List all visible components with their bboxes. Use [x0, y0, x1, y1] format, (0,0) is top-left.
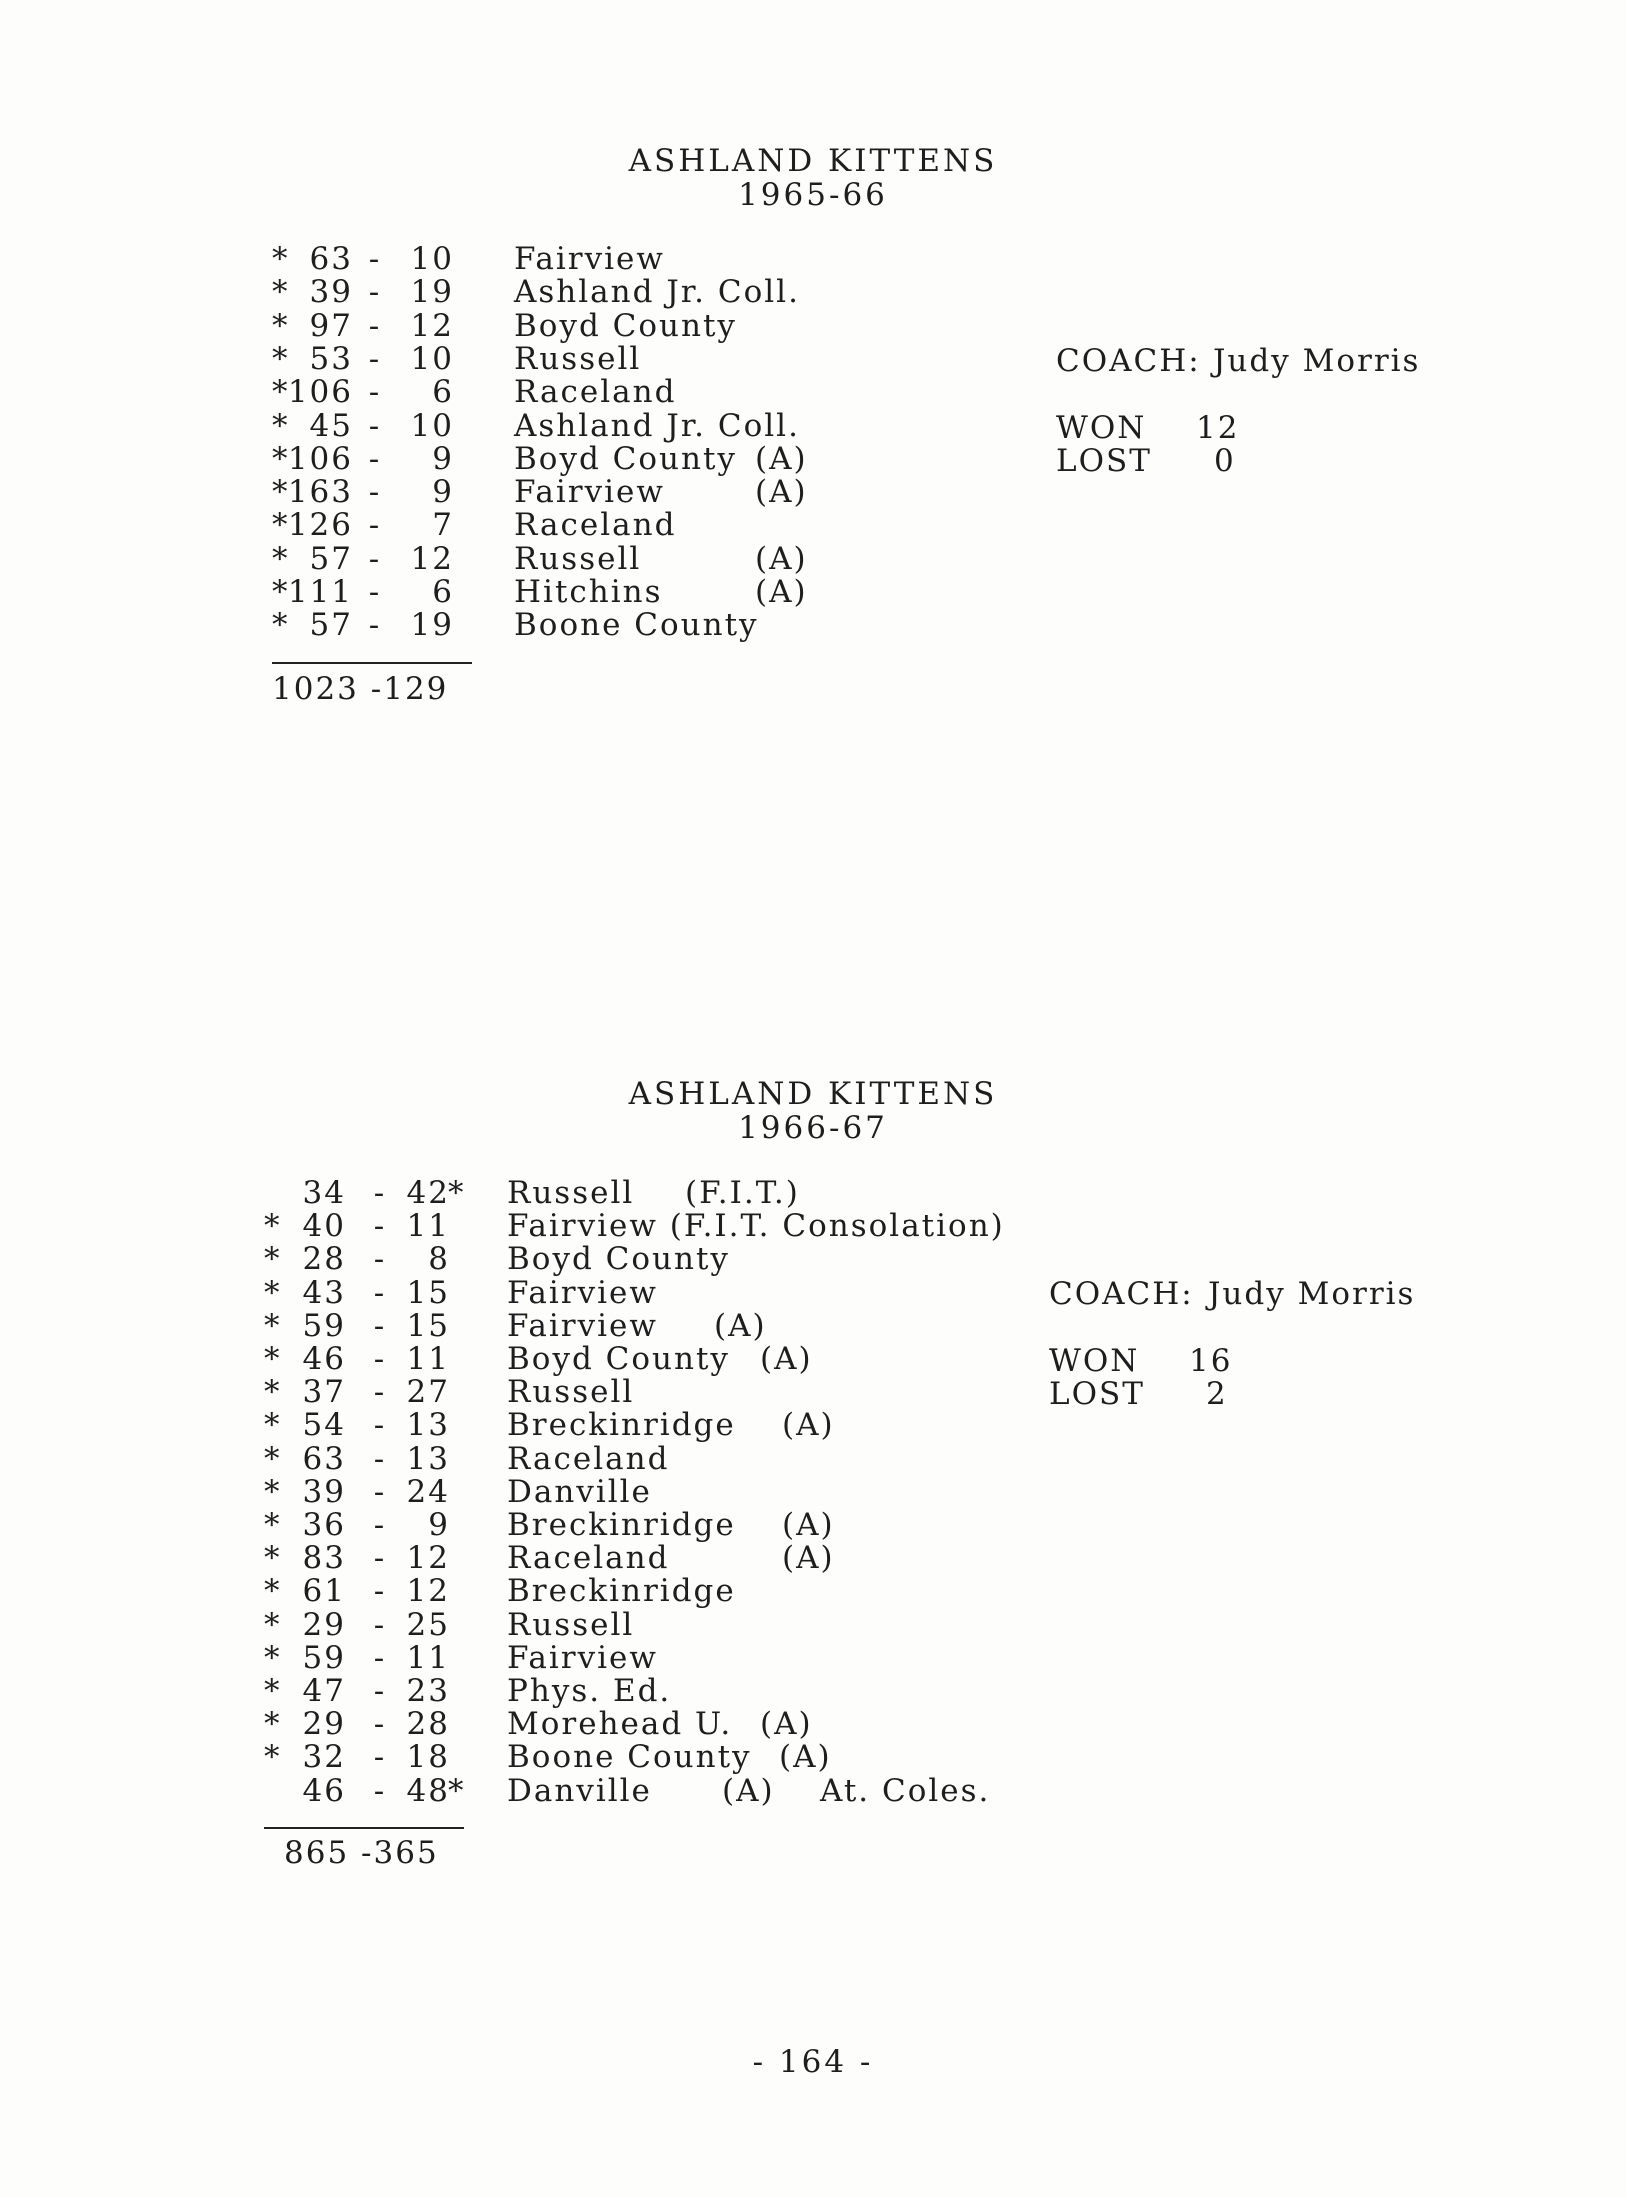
opponent-score: 27 — [406, 1374, 450, 1411]
game-row — [0, 476, 1626, 509]
score-dash: - — [368, 241, 382, 277]
coach-name: Judy Morris — [1208, 1276, 1416, 1312]
score-dash: - — [368, 607, 382, 644]
opponent-score: 23 — [406, 1673, 450, 1709]
game-row — [0, 1509, 1626, 1542]
opponent-name: Raceland — [507, 1440, 670, 1477]
won-label: WON — [1049, 1343, 1140, 1379]
win-marker: * — [264, 1307, 282, 1344]
ashland-score: 47 — [302, 1673, 346, 1709]
game-row — [0, 1440, 1626, 1477]
game-row — [0, 576, 1626, 609]
game-note: (A) — [779, 1739, 832, 1776]
opponent-score: 6 — [432, 574, 454, 610]
game-note: (F.I.T.) — [685, 1175, 800, 1211]
game-row — [0, 1374, 1626, 1412]
score-dash: - — [373, 1341, 387, 1377]
win-marker: * — [272, 607, 290, 644]
opponent-name: Phys. Ed. — [507, 1673, 672, 1709]
ashland-score: 83 — [302, 1540, 346, 1577]
ashland-score: 59 — [302, 1307, 346, 1344]
score-dash: - — [368, 374, 382, 411]
score-dash: - — [373, 1507, 387, 1543]
total-rule — [264, 1827, 464, 1829]
opponent-score: 12 — [406, 1540, 450, 1577]
coach-label: COACH: — [1056, 343, 1201, 379]
game-row — [0, 1675, 1626, 1708]
opponent-name: Fairview — [514, 241, 665, 277]
ashland-score: 61 — [302, 1573, 346, 1610]
ashland-score: 63 — [302, 1440, 346, 1477]
game-row — [0, 1708, 1626, 1741]
win-marker: * — [264, 1739, 282, 1776]
season-total: 1023 -129 — [272, 671, 449, 707]
win-marker: * — [272, 274, 290, 311]
win-marker: * — [272, 241, 290, 277]
opponent-name: Raceland — [507, 1540, 670, 1577]
opponent-name: Danville — [507, 1473, 652, 1510]
game-row — [0, 376, 1626, 409]
score-dash: - — [368, 307, 382, 344]
team-title: ASHLAND KITTENS — [628, 1076, 998, 1112]
opponent-score: 18 — [406, 1739, 450, 1776]
game-row — [0, 1575, 1626, 1608]
game-note: (A) — [760, 1341, 813, 1377]
win-marker: * — [264, 1540, 282, 1577]
game-row — [0, 1409, 1626, 1442]
win-marker: * — [264, 1639, 282, 1676]
win-marker: * — [272, 507, 290, 544]
score-dash: - — [368, 540, 382, 577]
opponent-score: 9 — [432, 474, 454, 511]
opponent-score: 25 — [406, 1606, 450, 1643]
win-marker: * — [264, 1341, 282, 1377]
opponent-score: 42 — [406, 1175, 450, 1211]
score-dash: - — [373, 1241, 387, 1278]
win-marker: * — [272, 307, 290, 344]
game-row — [0, 1177, 1626, 1210]
ashland-score: 106 — [287, 374, 353, 411]
ashland-score: 111 — [287, 574, 353, 610]
opponent-name: Boyd County — [507, 1241, 730, 1278]
game-row — [0, 243, 1626, 276]
ashland-score: 37 — [302, 1374, 346, 1411]
game-note: (A) — [782, 1507, 835, 1543]
win-marker: * — [272, 374, 290, 411]
ashland-score: 59 — [302, 1639, 346, 1676]
opponent-name: Ashland Jr. Coll. — [514, 407, 800, 444]
opponent-score: 15 — [406, 1274, 450, 1311]
score-dash: - — [368, 407, 382, 444]
opponent-score: 11 — [406, 1341, 450, 1377]
game-row — [0, 1639, 1626, 1676]
opponent-name: Ashland Jr. Coll. — [514, 274, 800, 311]
season-year: 1965-66 — [738, 177, 888, 213]
coach-name: Judy Morris — [1213, 343, 1421, 379]
score-dash: - — [373, 1639, 387, 1676]
win-marker: * — [272, 474, 290, 511]
opponent-score: 10 — [410, 407, 454, 444]
opponent-name: Fairview — [507, 1639, 658, 1676]
opponent-score: 9 — [432, 440, 454, 477]
score-dash: - — [373, 1739, 387, 1776]
season-year: 1966-67 — [738, 1110, 888, 1146]
total-rule — [272, 662, 472, 664]
win-marker: * — [264, 1440, 282, 1477]
win-marker: * — [264, 1606, 282, 1643]
score-dash: - — [373, 1706, 387, 1743]
opponent-score: 13 — [406, 1440, 450, 1477]
opponent-score: 12 — [410, 540, 454, 577]
opponent-name: Breckinridge — [507, 1407, 736, 1444]
ashland-score: 53 — [309, 340, 353, 377]
game-row — [0, 1606, 1626, 1643]
ashland-score: 32 — [302, 1739, 346, 1776]
opponent-name: Fairview — [514, 474, 665, 511]
game-row — [0, 1542, 1626, 1575]
game-row — [0, 540, 1626, 577]
score-dash: - — [373, 1673, 387, 1709]
game-note: (A) — [782, 1540, 835, 1577]
game-row — [0, 1210, 1626, 1243]
win-marker: * — [272, 407, 290, 444]
game-row — [0, 307, 1626, 344]
opponent-score: 19 — [410, 274, 454, 311]
game-note: (A) — [714, 1307, 767, 1344]
game-row — [0, 509, 1626, 542]
score-dash: - — [368, 574, 382, 610]
ashland-score: 45 — [309, 407, 353, 444]
spacer — [658, 1208, 670, 1244]
opponent-score: 8 — [428, 1241, 450, 1278]
score-dash: - — [368, 274, 382, 311]
score-dash: - — [373, 1606, 387, 1643]
lost-count: 0 — [1214, 443, 1236, 479]
win-marker: * — [272, 340, 290, 377]
won-label: WON — [1056, 410, 1147, 446]
won-count: 16 — [1189, 1343, 1233, 1379]
ashland-score: 43 — [302, 1274, 346, 1311]
win-marker: * — [264, 1507, 282, 1543]
lost-count: 2 — [1206, 1376, 1228, 1412]
win-marker: * — [264, 1208, 282, 1245]
opponent-name — [507, 1210, 1005, 1243]
opponent-name: Russell — [514, 540, 642, 577]
score-dash: - — [373, 1440, 387, 1477]
opponent-name: Danville — [507, 1772, 652, 1809]
score-dash: - — [373, 1772, 387, 1809]
game-row — [0, 1473, 1626, 1510]
opponent-name: Morehead U. — [507, 1706, 733, 1743]
win-marker: * — [264, 1673, 282, 1709]
team-title: ASHLAND KITTENS — [628, 143, 998, 179]
score-dash: - — [368, 340, 382, 377]
opponent-name: Raceland — [514, 507, 677, 544]
game-note: (F.I.T. Consolation) — [669, 1208, 1005, 1245]
opponent-name: Fairview — [507, 1307, 658, 1344]
game-note: (A) — [755, 574, 808, 610]
opponent-name-inline: Fairview — [507, 1208, 658, 1245]
score-dash: - — [373, 1540, 387, 1577]
opponent-score: 12 — [410, 307, 454, 344]
game-row — [0, 1772, 1626, 1809]
score-dash: - — [373, 1374, 387, 1411]
win-marker: * — [264, 1241, 282, 1278]
coach-label: COACH: — [1049, 1276, 1194, 1312]
win-marker: * — [272, 574, 290, 610]
win-marker: * — [264, 1706, 282, 1743]
game-row — [0, 1341, 1626, 1379]
game-row — [0, 1243, 1626, 1276]
opponent-name: Boyd County — [507, 1341, 730, 1377]
opponent-name: Breckinridge — [507, 1573, 736, 1610]
ashland-score: 106 — [287, 440, 353, 477]
opponent-name: Russell — [507, 1175, 635, 1211]
game-row — [0, 1307, 1626, 1344]
game-note: (A) — [722, 1772, 775, 1809]
game-row — [0, 609, 1626, 642]
opponent-score: 19 — [410, 607, 454, 644]
score-dash: - — [373, 1175, 387, 1211]
ashland-score: 40 — [302, 1208, 346, 1245]
game-note: (A) — [782, 1407, 835, 1444]
score-dash: - — [373, 1274, 387, 1311]
opponent-score: 13 — [406, 1407, 450, 1444]
opponent-score: 10 — [410, 340, 454, 377]
ashland-score: 39 — [302, 1473, 346, 1510]
win-marker: * — [264, 1573, 282, 1610]
win-marker: * — [272, 440, 290, 477]
win-marker: * — [264, 1374, 282, 1411]
opponent-score: 6 — [432, 374, 454, 411]
opponent-name: Boone County — [514, 607, 759, 644]
won-count: 12 — [1196, 410, 1240, 446]
ashland-score: 46 — [302, 1772, 346, 1809]
opponent-name: Russell — [507, 1374, 635, 1411]
win-marker: * — [264, 1274, 282, 1311]
ashland-score: 29 — [302, 1606, 346, 1643]
score-dash: - — [373, 1208, 387, 1245]
opponent-score: 7 — [432, 507, 454, 544]
opponent-score: 28 — [406, 1706, 450, 1743]
ashland-score: 34 — [302, 1175, 346, 1211]
opponent-score: 11 — [406, 1639, 450, 1676]
score-dash: - — [373, 1307, 387, 1344]
ashland-score: 97 — [309, 307, 353, 344]
ashland-score: 36 — [302, 1507, 346, 1543]
score-dash: - — [368, 474, 382, 511]
opponent-score: 48 — [406, 1772, 450, 1809]
game-note: (A) — [760, 1706, 813, 1743]
score-dash: - — [368, 507, 382, 544]
ashland-score: 126 — [287, 507, 353, 544]
loss-marker: * — [448, 1175, 466, 1211]
ashland-score: 28 — [302, 1241, 346, 1278]
opponent-score: 10 — [410, 241, 454, 277]
game-row — [0, 440, 1626, 479]
ashland-score: 57 — [309, 540, 353, 577]
ashland-score: 39 — [309, 274, 353, 311]
opponent-name: Boyd County — [514, 440, 737, 477]
opponent-score: 9 — [428, 1507, 450, 1543]
win-marker: * — [264, 1473, 282, 1510]
opponent-score: 15 — [406, 1307, 450, 1344]
game-note: (A) — [755, 474, 808, 511]
loss-marker: * — [448, 1772, 466, 1809]
score-dash: - — [373, 1573, 387, 1610]
game-location: At. Coles. — [820, 1772, 991, 1809]
game-note: (A) — [755, 440, 808, 477]
lost-label: LOST — [1056, 443, 1152, 479]
score-dash: - — [373, 1407, 387, 1444]
game-row — [0, 407, 1626, 446]
season-total: 865 -365 — [284, 1835, 439, 1871]
opponent-name: Russell — [514, 340, 642, 377]
opponent-score: 11 — [406, 1208, 450, 1245]
opponent-name: Breckinridge — [507, 1507, 736, 1543]
page-number: - 164 - — [752, 2044, 874, 2080]
ashland-score: 57 — [309, 607, 353, 644]
ashland-score: 163 — [287, 474, 353, 511]
win-marker: * — [264, 1407, 282, 1444]
lost-label: LOST — [1049, 1376, 1145, 1412]
opponent-name: Boyd County — [514, 307, 737, 344]
ashland-score: 46 — [302, 1341, 346, 1377]
ashland-score: 29 — [302, 1706, 346, 1743]
opponent-name: Russell — [507, 1606, 635, 1643]
ashland-score: 54 — [302, 1407, 346, 1444]
game-row — [0, 276, 1626, 309]
opponent-score: 24 — [406, 1473, 450, 1510]
score-dash: - — [373, 1473, 387, 1510]
score-dash: - — [368, 440, 382, 477]
game-row — [0, 1741, 1626, 1774]
opponent-name: Raceland — [514, 374, 677, 411]
opponent-score: 12 — [406, 1573, 450, 1610]
opponent-name: Hitchins — [514, 574, 663, 610]
game-note: (A) — [755, 540, 808, 577]
win-marker: * — [272, 540, 290, 577]
opponent-name: Boone County — [507, 1739, 752, 1776]
opponent-name: Fairview — [507, 1274, 658, 1311]
ashland-score: 63 — [309, 241, 353, 277]
